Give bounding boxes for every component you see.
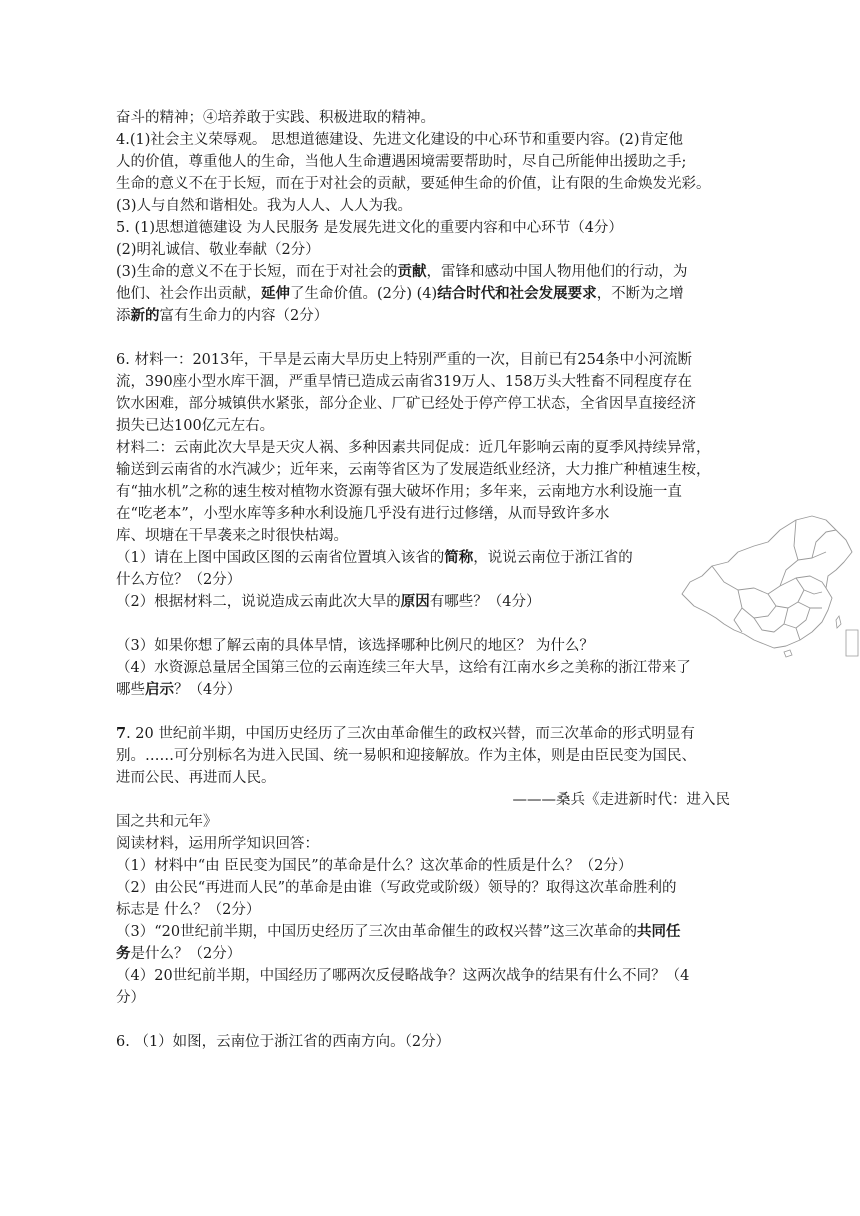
text-segment: （4）20世纪前半期，中国经历了哪两次反侵略战争？这两次战争的结果有什么不同？（4 — [116, 968, 690, 984]
text-segment: 6. （1）如图，云南位于浙江省的西南方向。（2分） — [116, 1034, 451, 1050]
province-boundary — [812, 530, 836, 558]
province-boundary — [796, 628, 800, 640]
text-segment: 阅读材料，运用所学知识回答： — [116, 836, 319, 852]
text-line — [116, 460, 711, 480]
text-segment: ，雷锋和感动中国人物用他们的行动，为 — [426, 264, 688, 280]
text-line — [116, 152, 686, 172]
text-line — [116, 856, 632, 876]
text-line — [116, 636, 594, 656]
province-boundary — [798, 602, 822, 608]
bold-text: 启示 — [145, 681, 174, 698]
text-line — [116, 834, 319, 854]
text-segment: （4）水资源总量居全国第三位的云南连续三年大旱，这给有江南水乡之美称的浙江带来了 — [116, 660, 691, 676]
text-segment: 富有生命力的内容（2分） — [159, 308, 329, 324]
bold-text: 务 — [116, 945, 131, 962]
text-line — [116, 504, 609, 524]
text-segment: （1）请在上图中国政区图的云南省位置填入该省的 — [116, 550, 445, 566]
text-line — [116, 768, 276, 788]
text-segment: （2）根据材料二，说说造成云南此次大旱的 — [116, 594, 401, 610]
text-segment: 什么方位？（2分） — [116, 572, 242, 588]
text-segment: ？（4分） — [174, 682, 242, 698]
text-segment: 别。……可分别标名为进入民国、统一易帜和迎接解放。作为主体，则是由臣民变为国民、 — [116, 748, 696, 764]
text-line — [116, 746, 696, 766]
text-segment: 人的价值，尊重他人的生命，当他人生命遭遇困境需要帮助时，尽自己所能伸出援助之手; — [116, 154, 687, 170]
text-line — [116, 900, 260, 920]
text-segment: ，不断为之增 — [596, 286, 684, 302]
text-line — [116, 658, 691, 678]
text-line — [116, 174, 711, 194]
text-segment: 5. (1)思想道德建设 为人民服务 是发展先进文化的重要内容和中心环节（4分） — [116, 220, 623, 236]
province-boundary — [796, 576, 826, 588]
text-line — [116, 306, 328, 326]
text-segment: 6. 材料一：2013年，干旱是云南大旱历史上特别严重的一次，目前已有254条中小河流断 — [116, 352, 693, 368]
bold-text: 结合时代和社会发展要求 — [437, 285, 597, 302]
text-segment: ，说说云南位于浙江省的 — [473, 550, 633, 566]
text-segment: 他们、社会作出贡献， — [116, 286, 261, 302]
text-line — [116, 1032, 450, 1052]
text-segment: 流，390座小型水库干涸，严重旱情已造成云南省319万人、158万头大牲畜不同程度存在 — [116, 374, 693, 390]
text-segment: (2)明礼诚信、敬业奉献（2分） — [116, 242, 320, 258]
text-line — [116, 372, 692, 392]
text-line — [116, 988, 145, 1008]
bold-text: 原因 — [400, 593, 430, 610]
text-segment: 了生命价值。(2分) (4) — [290, 286, 438, 302]
bold-text: 新的 — [130, 307, 160, 324]
south-china-sea-inset — [846, 630, 858, 656]
taiwan-island — [836, 616, 841, 628]
province-boundary — [738, 590, 776, 618]
province-boundary — [768, 578, 804, 608]
china-map-border — [682, 516, 852, 648]
text-line — [116, 350, 692, 370]
text-line — [116, 218, 623, 238]
province-boundary — [794, 520, 798, 560]
text-line — [513, 790, 731, 810]
text-segment: 损失已达100亿元左右。 — [116, 418, 275, 434]
text-line — [116, 944, 241, 964]
text-segment: (3)人与自然和谐相处。我为人人、人人为我。 — [116, 198, 413, 214]
text-line — [116, 878, 677, 898]
text-line — [116, 108, 435, 128]
province-boundary — [712, 566, 780, 594]
bold-text: 共同任 — [637, 923, 681, 940]
text-line — [116, 548, 633, 568]
text-segment: 哪些 — [116, 682, 145, 698]
text-segment: 材料二：云南此次大旱是天灾人祸、多种因素共同促成：近几年影响云南的夏季风持续异常， — [116, 440, 711, 456]
bold-text: 延伸 — [261, 285, 290, 302]
text-line — [116, 130, 683, 150]
text-segment: 4.(1)社会主义荣辱观。 思想道德建设、先进文化建设的中心环节和重要内容。(2)肯定他 — [116, 132, 684, 148]
text-line — [116, 966, 689, 986]
province-boundary — [734, 608, 742, 632]
text-line — [116, 196, 412, 216]
text-line — [116, 526, 348, 546]
text-segment: （2）由公民“再进而人民”的革命是由谁（写政党或阶级）领导的？取得这次革命胜利的 — [116, 880, 677, 896]
bold-text: 简称 — [444, 549, 474, 566]
province-boundary — [784, 608, 810, 628]
text-segment: 是什么？（2分） — [130, 946, 242, 962]
text-segment: （3）如果你想了解云南的具体旱情，该选择哪种比例尺的地区？ 为什么？ — [116, 638, 594, 654]
text-line — [116, 416, 274, 436]
text-segment: 库、坝塘在干旱袭来之时很快枯竭。 — [116, 528, 348, 544]
text-line — [116, 922, 681, 942]
text-segment: 标志是 什么？（2分） — [116, 902, 261, 918]
text-line — [116, 394, 696, 414]
province-boundary — [804, 590, 822, 594]
text-line — [116, 240, 320, 260]
text-segment: 生命的意义不在于长短，而在于对社会的贡献，要延伸生命的价值，让有限的生命焕发光彩。 — [116, 176, 711, 192]
text-segment: 分） — [116, 990, 145, 1006]
text-line — [116, 262, 688, 282]
text-line — [116, 482, 682, 502]
text-segment: 进而公民、再进而人民。 — [116, 770, 276, 786]
hainan-island — [784, 650, 792, 657]
text-segment: 国之共和元年》 — [116, 814, 218, 830]
bold-text: 7 — [116, 725, 127, 742]
text-segment: 在“吃老本”，小型水库等多种水利设施几乎没有进行过修缮，从而导致许多水 — [116, 506, 610, 522]
text-segment: （1）材料中“由 臣民变为国民”的革命是什么？这次革命的性质是什么？（2分） — [116, 858, 633, 874]
text-line — [116, 284, 684, 304]
text-segment: . 20 世纪前半期，中国历史经历了三次由革命催生的政权兴替，而三次革命的形式明显有 — [126, 726, 695, 742]
text-line — [116, 724, 695, 744]
text-line — [116, 680, 241, 700]
china-outline-map — [676, 512, 860, 658]
bold-text: 贡献 — [397, 263, 427, 280]
text-line — [116, 592, 540, 612]
text-segment: 输送到云南省的水汽减少；近年来，云南等省区为了发展造纸业经济，大力推广种植速生桉， — [116, 462, 711, 478]
text-segment: 奋斗的精神；④培养敢于实践、积极进取的精神。 — [116, 110, 435, 126]
text-segment: ———桑兵《走进新时代：进入民 — [512, 792, 730, 808]
text-segment: (3)生命的意义不在于长短，而在于对社会的 — [116, 264, 398, 280]
text-line — [116, 812, 218, 832]
text-segment: （3）“20世纪前半期，中国历史经历了三次由革命催生的政权兴替”这三次革命的 — [116, 924, 637, 940]
text-segment: 饮水困难，部分城镇供水紧张，部分企业、厂矿已经处于停产停工状态，全省因旱直接经济 — [116, 396, 696, 412]
text-segment: 有“抽水机”之称的速生桉对植物水资源有强大破坏作用；多年来，云南地方水利设施一直 — [116, 484, 682, 500]
text-line — [116, 438, 711, 458]
text-segment: 添 — [116, 308, 131, 324]
text-line — [116, 570, 241, 590]
text-segment: 有哪些？（4分） — [429, 594, 541, 610]
